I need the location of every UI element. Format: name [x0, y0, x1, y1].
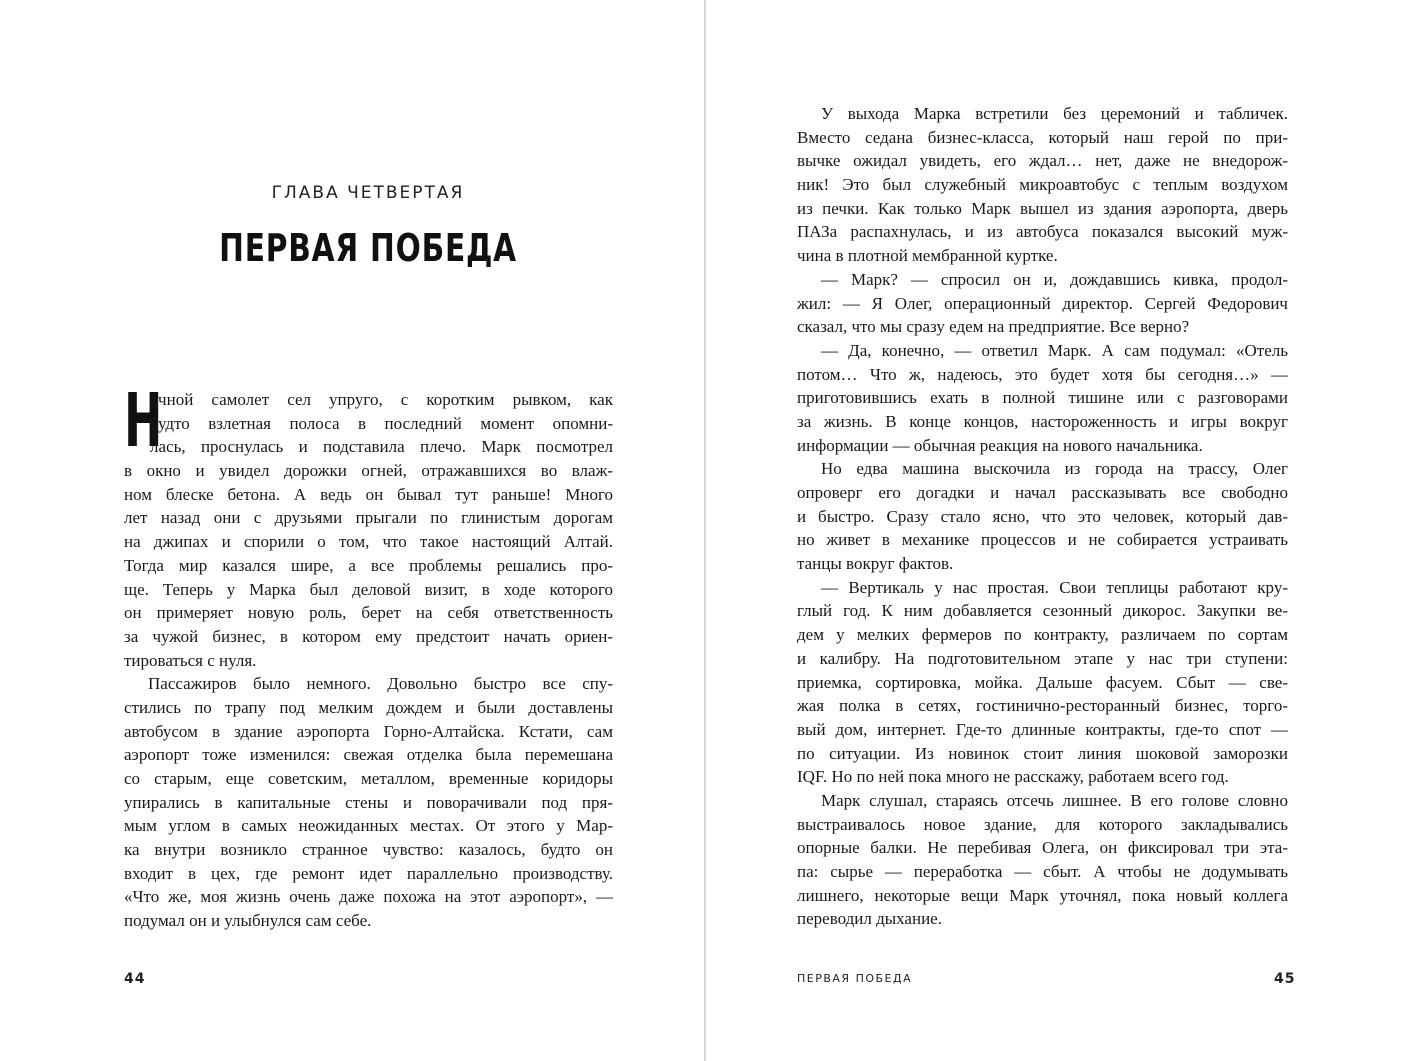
- text-line: У выхода Марка встретили без церемоний и табличек.: [821, 104, 1288, 123]
- text-line: из печки. Как только Марк вышел из здания аэропорта, дверь: [797, 198, 1288, 218]
- text-line: — Марк? — спросил он и, дождавшись кивка, продол-: [821, 269, 1288, 289]
- text-line: подумал он и улыбнулся сам себе.: [124, 911, 372, 931]
- chapter-title: ПЕРВАЯ ПОБЕДА: [219, 226, 517, 270]
- text-line: мым углом в самых неожиданных местах. От этого у Мар-: [124, 816, 613, 836]
- text-line: опроверг его догадки и начал рассказывать все свободно: [797, 483, 1288, 502]
- text-line: он примеряет новую роль, берет на себя ответственность: [124, 603, 613, 623]
- text-line: по ситуации. Из новинок стоит линия шоковой заморозки: [797, 743, 1288, 763]
- text-line: Тогда мир казался шире, а все проблемы решались про-: [124, 555, 613, 575]
- left-page: [0, 0, 704, 1061]
- text-line: тироваться с нуля.: [124, 650, 257, 670]
- chapter-label: ГЛАВА ЧЕТВЕРТАЯ: [271, 183, 465, 203]
- text-line: на джипах и спорили о том, что такое настоящий Алтай.: [124, 532, 613, 552]
- text-line: Вместо седана бизнес-класса, который наш герой по при-: [797, 127, 1288, 147]
- text-line: за чужой бизнес, в котором ему предстоит начать ориен-: [124, 626, 613, 646]
- text-line: входит в цех, где ремонт идет параллельно производству.: [124, 863, 613, 883]
- text-line: стились по трапу под мелким дождем и были доставлены: [124, 697, 613, 717]
- text-line: переводил дыхание.: [797, 909, 942, 929]
- text-line: ще. Теперь у Марка был деловой визит, в ходе которого: [124, 579, 613, 599]
- right-body-text: [797, 102, 1288, 931]
- text-line: глый год. К ним добавляется сезонный дикорос. Закупки ве-: [797, 601, 1288, 621]
- text-line: лишнего, некоторые вещи Марк уточнял, пока новый коллега: [797, 885, 1288, 905]
- text-line: но живет в механике процессов и не собирается устраивать: [797, 530, 1288, 550]
- text-line: за жизнь. В конце концов, настороженность и игры вокруг: [797, 411, 1288, 431]
- text-line: автобусом в здание аэропорта Горно-Алтайска. Кстати, сам: [124, 721, 613, 741]
- text-line: ник! Это был служебный микроавтобус с теплым воздухом: [797, 175, 1288, 195]
- text-line: Пассажиров было немного. Довольно быстро все спу-: [148, 674, 613, 694]
- text-line: Марк слушал, стараясь отсечь лишнее. В его голове словно: [821, 790, 1288, 810]
- text-line: жил: — Я Олег, операционный директор. Сергей Федорович: [797, 293, 1288, 313]
- text-line: со старым, еще советским, металлом, временные коридоры: [124, 769, 613, 788]
- text-line: очной самолет сел упруго, с коротким рывком, как: [150, 390, 613, 409]
- text-line: дем у мелких фермеров по контракту, различаем по сортам: [797, 625, 1288, 645]
- text-line: чина в плотной мембранной куртке.: [797, 246, 1058, 266]
- text-line: будто взлетная полоса в последний момент опомни-: [150, 413, 613, 433]
- text-line: вый дом, интернет. Где-то длинные контракты, где-то спот —: [797, 719, 1288, 739]
- text-line: выстраивалось новое здание, для которого закладывались: [797, 814, 1288, 834]
- text-line: Но едва машина выскочила из города на трассу, Олег: [821, 459, 1288, 479]
- text-line: ПАЗа распахнулась, и из автобуса показался высокий муж-: [797, 222, 1288, 242]
- text-line: ном блеске бетона. А ведь он бывал тут раньше! Много: [124, 484, 613, 504]
- text-line: сказал, что мы сразу едем на предприятие. Все верно?: [797, 317, 1190, 337]
- text-line: и калибру. На подготовительном этапе у нас три ступени:: [797, 648, 1288, 668]
- text-line: упирались в капитальные стены и поворачивали под пря-: [124, 792, 613, 812]
- text-line: и быстро. Сразу стало ясно, что это человек, который дав-: [797, 506, 1288, 526]
- text-line: жая полка в сетях, гостинично-ресторанный бизнес, торго-: [797, 696, 1288, 716]
- text-line: аэропорт тоже изменился: свежая отделка была перемешана: [124, 745, 613, 765]
- text-line: потом… Что ж, надеюсь, это будет хотя бы сегодня…» —: [797, 364, 1288, 384]
- text-line: — Вертикаль у нас простая. Свои теплицы работают кру-: [821, 577, 1288, 597]
- drop-cap: Н: [124, 378, 163, 464]
- text-line: приготовившись ехать в полной тишине или с разговорами: [797, 388, 1288, 408]
- page-number: 45: [1274, 971, 1296, 987]
- text-line: приемка, сортировка, мойка. Дальше фасуем. Сбыт — све-: [797, 672, 1288, 692]
- text-line: танцы вокруг фактов.: [797, 554, 954, 574]
- text-line: «Что же, моя жизнь очень даже похожа на этот аэропорт», —: [124, 887, 613, 907]
- text-line: опорные балки. Не перебивая Олега, он фиксировал три эта-: [797, 838, 1288, 858]
- running-head: ПЕРВАЯ ПОБЕДА: [797, 972, 913, 985]
- text-line: па: сырье — переработка — сбыт. А чтобы не додумывать: [797, 862, 1288, 881]
- text-line: вычке ожидал увидеть, его ждал… нет, даже не внедорож-: [797, 151, 1288, 171]
- page-number: 44: [124, 971, 146, 987]
- left-body-text: [124, 378, 613, 933]
- text-line: информации — обычная реакция на нового начальника.: [797, 435, 1203, 455]
- right-page: [706, 0, 1410, 1061]
- text-line: IQF. Но по ней пока много не расскажу, работаем всего год.: [797, 767, 1229, 787]
- text-line: лась, проснулась и подставила плечо. Марк посмотрел: [150, 437, 613, 457]
- text-line: ка внутри возникло странное чувство: казалось, будто он: [124, 840, 613, 860]
- text-line: — Да, конечно, — ответил Марк. А сам подумал: «Отель: [821, 340, 1288, 360]
- text-line: в окно и увидел дорожки огней, отражавшихся во влаж-: [124, 461, 613, 481]
- text-line: лет назад они с друзьями прыгали по глинистым дорогам: [124, 508, 613, 528]
